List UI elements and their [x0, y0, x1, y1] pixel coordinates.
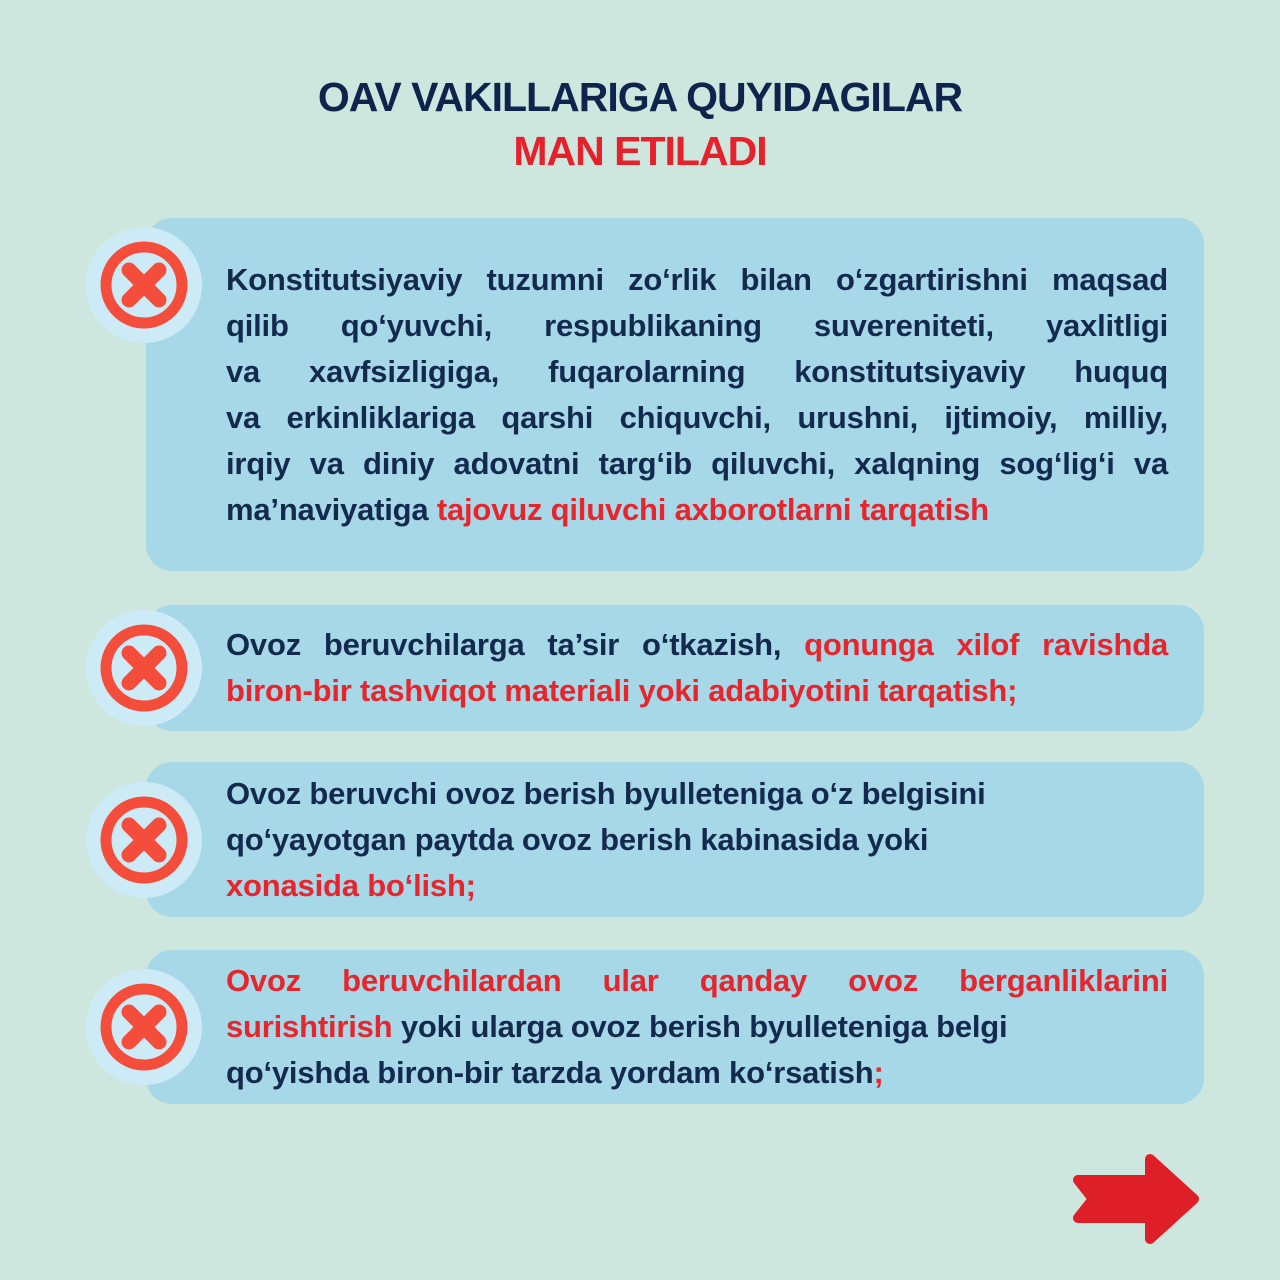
prohibition-card: [146, 950, 1204, 1104]
x-circle-icon: [86, 969, 202, 1085]
card-text: [226, 771, 1168, 909]
text-segment-navy: Konstitutsiyaviy tuzumni zo‘rlik bilan o‘zgartirishni maqsad: [226, 261, 1168, 297]
title-line-2: MAN ETILADI: [513, 128, 767, 174]
card-text-line: [226, 1050, 1168, 1096]
text-segment-red: surishtirish: [226, 1009, 401, 1044]
x-circle-icon: [86, 782, 202, 898]
card-text-line: [226, 622, 1168, 668]
text-segment-navy: qilib qo‘yuvchi, respublikaning suvereniteti, yaxlitligi: [226, 307, 1168, 343]
text-segment-red: xonasida bo‘lish;: [226, 867, 476, 903]
card-text-line: [226, 441, 1168, 487]
text-segment-navy: va erkinliklariga qarshi chiquvchi, urushni, ijtimoiy, milliy,: [226, 399, 1168, 435]
page-title: [0, 70, 1280, 178]
card-text-line: [226, 257, 1168, 303]
card-text-line: [226, 349, 1168, 395]
prohibition-card: [146, 762, 1204, 917]
text-segment-navy: va xavfsizligiga, fuqarolarning konstitutsiyaviy huquq: [226, 353, 1168, 389]
card-text-line: [226, 303, 1168, 349]
text-segment-navy: qo‘yishda biron-bir tarzda yordam ko‘rsatish: [226, 1055, 874, 1090]
x-circle-icon: [86, 610, 202, 726]
card-text-line: [226, 395, 1168, 441]
text-segment-red: qonunga xilof ravishda: [804, 627, 1169, 662]
card-text-line: [226, 771, 1168, 817]
text-segment-navy: yoki ularga ovoz berish byulleteniga belgi: [400, 1009, 1008, 1044]
card-text-line: [226, 863, 1168, 909]
text-segment-red: tajovuz qiluvchi axborotlarni tarqatish: [436, 491, 989, 527]
prohibition-card: [146, 605, 1204, 731]
text-segment-red: Ovoz beruvchilardan ular qanday ovoz berganliklarini: [226, 963, 1168, 998]
text-segment-navy: irqiy va diniy adovatni targ‘ib qiluvchi, xalqning sog‘lig‘i va: [226, 445, 1168, 481]
card-text: [226, 622, 1168, 714]
title-line-1: OAV VAKILLARIGA QUYIDAGILAR: [317, 74, 963, 120]
prohibition-card: [146, 218, 1204, 571]
card-text-line: [226, 817, 1168, 863]
arrow-right-icon[interactable]: [1070, 1150, 1202, 1248]
text-segment-navy: Ovoz beruvchi ovoz berish byulleteniga o‘z belgisini: [226, 775, 986, 811]
card-text-line: [226, 1004, 1168, 1050]
x-circle-icon: [86, 227, 202, 343]
card-text-line: [226, 668, 1168, 714]
card-text-line: [226, 958, 1168, 1004]
text-segment-navy: qo‘yayotgan paytda ovoz berish kabinasida yoki: [226, 821, 929, 857]
card-text: [226, 257, 1168, 533]
text-segment-red: ;: [873, 1055, 884, 1090]
card-text: [226, 958, 1168, 1096]
text-segment-red: biron-bir tashviqot materiali yoki adabiyotini tarqatish;: [226, 673, 1018, 708]
text-segment-navy: Ovoz beruvchilarga ta’sir o‘tkazish,: [226, 627, 805, 662]
card-text-line: [226, 487, 1168, 533]
text-segment-navy: ma’naviyatiga: [226, 491, 437, 527]
